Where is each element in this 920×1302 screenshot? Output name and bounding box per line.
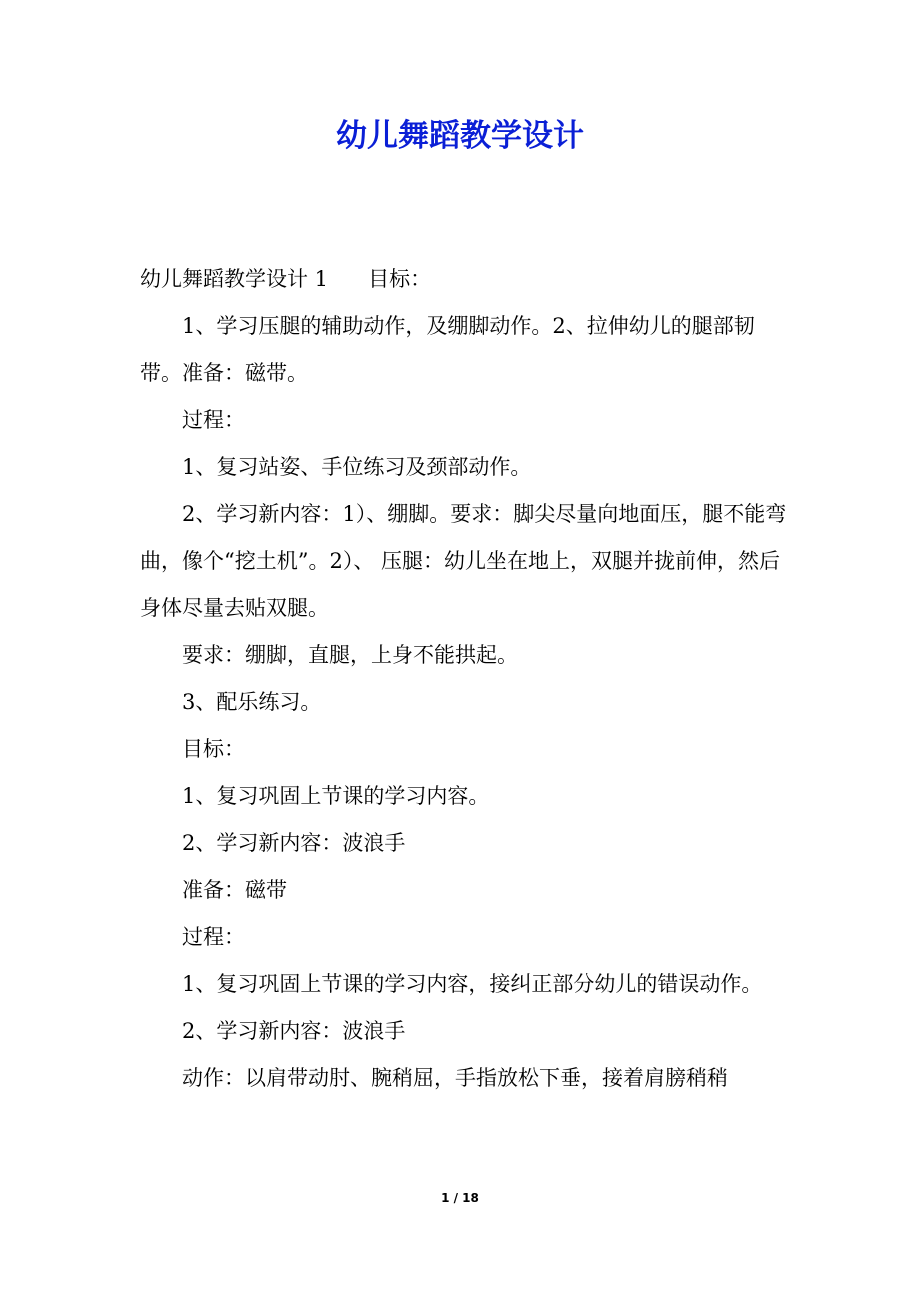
paragraph: 过程：: [182, 408, 245, 432]
paragraph: 3、配乐练习。: [182, 690, 322, 714]
document-body: [140, 256, 790, 1102]
paragraph: 1、复习巩固上节课的学习内容，接纠正部分幼儿的错误动作。: [182, 972, 763, 996]
paragraph: 过程：: [182, 925, 245, 949]
paragraph: 2、学习新内容：波浪手: [182, 831, 406, 855]
paragraph: 动作：以肩带动肘、腕稍屈，手指放松下垂，接着肩膀稍稍: [182, 1066, 728, 1090]
paragraph: 1、复习巩固上节课的学习内容。: [182, 784, 490, 808]
paragraph: 2、学习新内容：1）、绷脚。要求：脚尖尽量向地面压，腿不能弯曲，像个“挖土机”。2）、 压腿：幼儿坐在地上，双腿并拢前伸，然后身体尽量去贴双腿。: [140, 502, 787, 620]
paragraph: 1、学习压腿的辅助动作，及绷脚动作。2、拉伸幼儿的腿部韧带。准备：磁带。: [140, 314, 755, 385]
paragraph: 准备：磁带: [182, 878, 287, 902]
paragraph: 1、复习站姿、手位练习及颈部动作。: [182, 455, 532, 479]
document-title: 幼儿舞蹈教学设计: [336, 118, 584, 154]
paragraph: 要求：绷脚，直腿，上身不能拱起。: [182, 643, 518, 667]
paragraph-heading-line: 幼儿舞蹈教学设计 1 目标：: [140, 267, 432, 291]
paragraph: 目标：: [182, 737, 245, 761]
paragraph: 2、学习新内容：波浪手: [182, 1019, 406, 1043]
page-number: 1 / 18: [441, 1191, 479, 1205]
